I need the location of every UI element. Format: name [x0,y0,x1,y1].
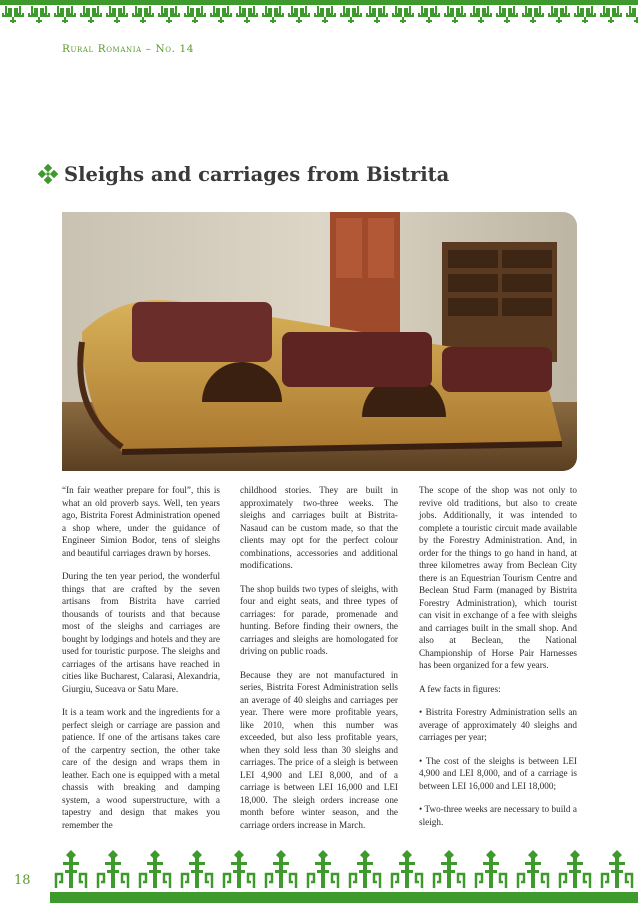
fact-item: • The cost of the sleighs is between LEI 4,900 and LEI 8,000, and of a carriage is between LEI 16,000 and LEI 18,000; [419,755,577,791]
fact-item: • Two-three weeks are necessary to build a sleigh. [419,804,577,827]
paragraph: The shop builds two types of sleighs, with four and eight seats, and three types of carriages: for parade, promenade and hunting. Before finding their owners, the carriages and sleighs are homologated for driving on public roads. [240,583,398,656]
text-column-1 [62,484,220,842]
article-title: Sleighs and carriages from Bistrita [64,162,450,186]
fact-item: • Bistrita Forestry Administration sells an average of approximately 40 sleighs and carriages per year; [419,707,577,742]
bottom-folk-border [50,848,638,903]
green-cross-ornament-icon [38,164,58,184]
top-folk-border [0,0,638,24]
paragraph: The scope of the shop was not only to revive old traditions, but also to create jobs. Additionally, it was intended to complete a touristic circuit made available by the Forestry Administration. And, in order for the things to go hand in hand, at three kilometres away from Beclean City there is an Equestrian Tourism Centre and Beclean Stud Farm (managed by Bistrita Forestry Administration), which tourist can visit in exchange of a fee with sleighs and carriages built in the small shop. And also at Beclean, the National Championship of Horse Pair Harnesses has been organized for a few years. [419,485,577,670]
paragraph: “In fair weather prepare for foul”, this is what an old proverb says. Well, ten years ago, Bistrita Forest Administration opened a shop where, under the guidance of Engineer Simion Bodor, tens of sleighs and beautiful carriages drawn by horses. [62,485,220,558]
page-number: 18 [14,873,31,888]
paragraph: Because they are not manufactured in series, Bistrita Forest Administration sells an average of 40 sleighs and carriages per year. There were more profitable years, like 2010, when this number was exceeded, but also less profitable years, when they sold less than 30 sleighs and carriages. The price of a sleigh is between LEI 4,900 and LEI 8,000, and of a carriage is between LEI 16,000 and LEI 18,000. The sleigh orders increase one month before winter season, and the carriage orders increase in March. [240,669,398,830]
sleigh-photo [62,212,577,471]
paragraph: childhood stories. They are built in approximately two-three weeks. The sleighs and carriages built at Bistrita-Nasaud can be custom made, so that the clients may opt for the perfect colour combinations, accessories and additional modifications. [240,485,398,570]
paragraph: It is a team work and the ingredients for a perfect sleigh or carriage are passion and patience. If one of the artisans takes care of the carpentry section, the other take care of the design and wraps them in leather. Each one is equipped with a metal chassis with breaking and damping system, a wood superstructure, with a tapestry and design that makes you remember the [62,707,220,830]
text-column-3 [419,484,577,839]
text-column-2 [240,484,398,842]
article-title-row [38,160,449,188]
paragraph: During the ten year period, the wonderful things that are crafted by the seven artisans from Bistrita have carried thousands of tourists and that because most of the sleighs and carriages are bought by lodgings and hotels and they are used for touristic purpose. The sleighs and carriages of the artisans have reached in cities like Bucharest, Calarasi, Alexandria, Giurgiu, Suceava or Satu Mare. [62,571,220,694]
running-head: Rural Romania – No. 14 [62,43,195,55]
facts-heading: A few facts in figures: [419,683,501,694]
